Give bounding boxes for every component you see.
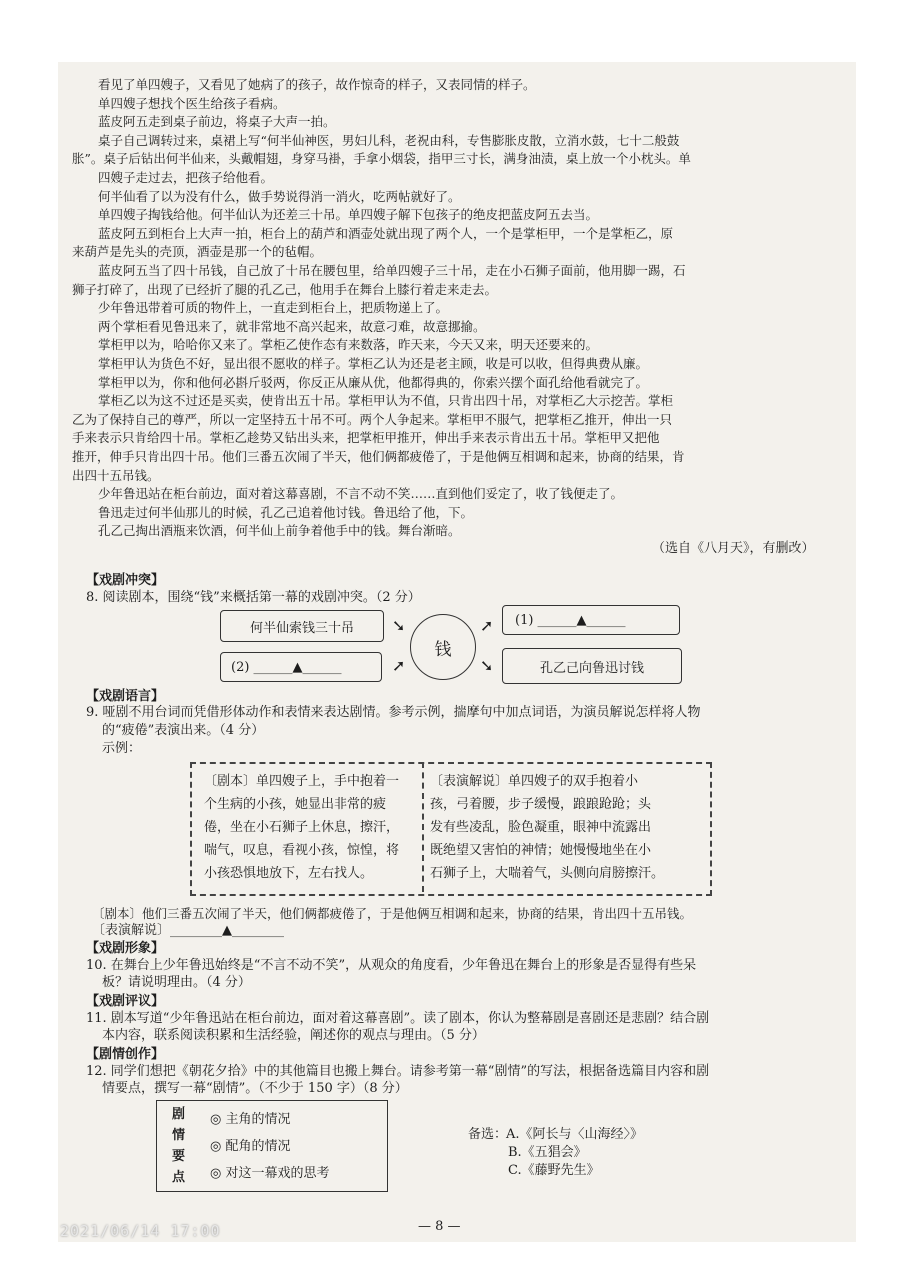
question-9-line-1: 9. 哑剧不用台词而凭借形体动作和表情来表达剧情。参考示例，揣摩句中加点词语，为演员解说怎样将人物 xyxy=(86,705,701,720)
photo-timestamp: 2021/06/14 17:00 xyxy=(60,1222,221,1240)
section-tag-creation: 【剧情创作】 xyxy=(86,1047,165,1062)
title-char: 剧 xyxy=(172,1107,186,1122)
passage-line: 掌柜甲认为货色不好，显出很不愿收的样子。掌柜乙认为还是老主顾，收是可以收，但得典费从廉。 xyxy=(98,356,649,371)
arrow-right-icon: ➚ xyxy=(392,656,406,675)
section-tag-review: 【戏剧评议】 xyxy=(86,994,165,1009)
passage-line: 少年鲁迅带着可质的物件上，一直走到柜台上，把质物递上了。 xyxy=(98,300,449,316)
plot-points-title xyxy=(172,1104,185,1188)
question-12-line-2: 情要点，撰写一幕“剧情”。（不少于 150 字）（8 分） xyxy=(102,1081,408,1096)
example-script xyxy=(204,770,399,885)
passage-line: 蓝皮阿五走到桌子前边，将桌子大声一拍。 xyxy=(98,114,336,130)
passage-line: 蓝皮阿五当了四十吊钱，自己放了十吊在腰包里，给单四嫂子三十吊，走在小石狮子面前，他用脚一踢，石 xyxy=(98,263,686,278)
passage-line: 手来表示只肯给四十吊。掌柜乙趁势又钻出头来，把掌柜甲推开，伸出手来表示肯出五十吊。掌柜甲又把他 xyxy=(72,430,660,446)
title-char: 点 xyxy=(172,1170,186,1185)
example-explanation xyxy=(430,770,664,885)
plot-point-label: 对这一幕戏的思考 xyxy=(225,1166,330,1181)
title-char: 情 xyxy=(172,1128,186,1143)
question-10-line-2: 板？请说明理由。（4 分） xyxy=(102,975,251,990)
passage-line: 出四十五吊钱。 xyxy=(72,467,160,483)
money-circle: 钱 xyxy=(410,614,476,680)
plot-point xyxy=(210,1160,330,1187)
conflict-box-answer-2: (2) ______▲______ xyxy=(220,652,382,682)
arrow-left-icon: ➚ xyxy=(480,616,494,635)
bullet-circle-icon: ◎ xyxy=(210,1139,226,1154)
passage-line: 桌子自己调转过来，桌裙上写“何半仙神医，男妇儿科，老祝由科，专售膨胀皮散，立消水鼓，七十二般鼓 xyxy=(98,132,680,148)
passage-line: 看见了单四嫂子，又看见了她病了的孩子，故作惊奇的样子，又表同情的样子。 xyxy=(98,77,536,92)
text-line: 〔剧本〕单四嫂子上，手中抱着一 xyxy=(204,774,400,789)
passage-line: 蓝皮阿五到柜台上大声一拍，柜台上的葫芦和酒壶处就出现了两个人，一个是掌柜甲，一个是掌柜乙，原 xyxy=(98,225,674,241)
text-line: 既绝望又害怕的神情；她慢慢地坐在小 xyxy=(430,843,652,858)
section-tag-conflict: 【戏剧冲突】 xyxy=(86,573,165,588)
title-char: 要 xyxy=(172,1149,186,1164)
question-10-line-1: 10. 在舞台上少年鲁迅始终是“不言不动不笑”，从观众的角度看，少年鲁迅在舞台上的形象是否显得有些呆 xyxy=(86,958,697,973)
text-line: 孩，弓着腰，步子缓慢，踉踉跄跄；头 xyxy=(430,797,652,812)
passage-line: 单四嫂子掏钱给他。何半仙认为还差三十吊。单四嫂子解下包孩子的绝皮把蓝皮阿五去当。 xyxy=(98,207,599,223)
example-divider xyxy=(422,762,424,892)
passage-line: 乙为了保持自己的尊严，所以一定坚持五十吊不可。两个人争起来。掌柜甲不服气，把掌柜乙推开，伸出一只 xyxy=(72,411,673,427)
text-line: 个生病的小孩，她显出非常的疲 xyxy=(204,797,387,812)
passage-line: 两个掌柜看见鲁迅来了，就非常地不高兴起来，故意刁难，故意挪揄。 xyxy=(98,318,486,334)
source-note: （选自《八月天》，有删改） xyxy=(652,541,815,556)
option-item: A.《阿长与〈山海经〉》 xyxy=(506,1127,644,1142)
passage-line: 来葫芦是先头的壳顶，酒壶是那一个的毡帽。 xyxy=(72,244,323,260)
option-item: B.《五猖会》 xyxy=(508,1145,587,1160)
bullet-circle-icon: ◎ xyxy=(210,1166,226,1181)
passage-line: 掌柜甲以为，哈哈你又来了。掌柜乙使作态有来数落，昨天来，今天又来，明天还要来的。 xyxy=(98,337,599,353)
plot-point xyxy=(210,1106,330,1133)
text-line: 〔表演解说〕单四嫂子的双手抱着小 xyxy=(430,774,639,789)
options-label: 备选： xyxy=(468,1127,508,1142)
option-item: C.《藤野先生》 xyxy=(508,1163,600,1178)
question-9-script: 〔剧本〕他们三番五次闹了半天，他们俩都疲倦了，于是他俩互相调和起来，协商的结果，肯出四十五吊钱。 xyxy=(92,906,693,921)
passage-line: 单四嫂子想找个医生给孩子看病。 xyxy=(98,95,286,111)
passage-line: 少年鲁迅站在柜台前边，面对着这幕喜剧，不言不动不笑……直到他们妥定了，收了钱便走了。 xyxy=(98,486,624,502)
question-12-line-1: 12. 同学们想把《朝花夕拾》中的其他篇目也搬上舞台。请参考第一幕“剧情”的写法，根据备选篇目内容和剧 xyxy=(86,1064,710,1079)
arrow-right-icon: ➘ xyxy=(392,616,406,635)
question-11-line-2: 本内容，联系阅读积累和生活经验，阐述你的观点与理由。（5 分） xyxy=(102,1028,485,1043)
passage-line: 推开，伸手只肯出四十吊。他们三番五次闹了半天，他们俩都疲倦了，于是他俩互相调和起来，协商的结果，肯 xyxy=(72,449,685,464)
plot-point-label: 配角的情况 xyxy=(225,1139,291,1154)
section-tag-image: 【戏剧形象】 xyxy=(86,941,165,956)
arrow-left-icon: ➘ xyxy=(480,656,494,675)
plot-point-label: 主角的情况 xyxy=(225,1112,291,1127)
plot-points-list xyxy=(210,1106,330,1187)
plot-point xyxy=(210,1133,330,1160)
conflict-box-1: 何半仙索钱三十吊 xyxy=(220,610,384,642)
passage-line: 孔乙己掏出酒瓶来饮酒，何半仙上前争着他手中的钱。舞台渐暗。 xyxy=(98,523,461,539)
text-line: 发有些凌乱，脸色凝重，眼神中流露出 xyxy=(430,820,652,835)
passage-line: 狮子打碎了，出现了已经折了腿的孔乙己，他用手在舞台上膝行着走来走去。 xyxy=(72,281,498,297)
conflict-box-answer-1: (1) ______▲______ xyxy=(502,605,680,635)
passage-line: 鲁迅走过何半仙那儿的时候，孔乙己追着他讨钱。鲁迅给了他，下。 xyxy=(98,504,474,520)
question-9-line-2: 的“疲倦”表演出来。（4 分） xyxy=(102,723,265,738)
passage-line: 四嫂子走过去，把孩子给他看。 xyxy=(98,170,274,185)
options-list xyxy=(506,1126,643,1180)
text-line: 倦，坐在小石狮子上休息，擦汗， xyxy=(204,820,400,835)
passage-line: 胀”。桌子后钻出何半仙来，头戴帽翅，身穿马褂，手拿小烟袋，指甲三寸长，满身油渍，桌上放一个小枕头。单 xyxy=(72,151,691,167)
question-9-answer: 〔表演解说〕________▲________ xyxy=(92,923,284,938)
conflict-box-4: 孔乙己向鲁迅讨钱 xyxy=(502,648,682,684)
text-line: 喘气，叹息，看视小孩，惊惶，将 xyxy=(204,843,400,858)
exam-page xyxy=(58,62,856,1242)
section-tag-language: 【戏剧语言】 xyxy=(86,689,165,704)
passage-line: 掌柜甲以为，你和他何必斟斤驳两，你反正从廉从优，他都得典的，你索兴摆个面孔给他看就完了。 xyxy=(98,374,649,390)
passage-line: 掌柜乙以为这不过还是买卖，使肯出五十吊。掌柜甲认为不值，只肯出四十吊，对掌柜乙大示挖苦。掌柜 xyxy=(98,393,674,409)
bullet-circle-icon: ◎ xyxy=(210,1112,226,1127)
text-line: 小孩恐惧地放下，左右找人。 xyxy=(204,866,374,881)
example-label: 示例： xyxy=(102,741,142,756)
question-11-line-1: 11. 剧本写道“少年鲁迅站在柜台前边，面对着这幕喜剧”。读了剧本，你认为整幕剧是喜剧还是悲剧？结合剧 xyxy=(86,1011,710,1026)
passage-line: 何半仙看了以为没有什么，做手势说得消一消火，吃两帖就好了。 xyxy=(98,188,461,204)
question-8: 8. 阅读剧本，围绕“钱”来概括第一幕的戏剧冲突。（2 分） xyxy=(86,590,421,605)
page-number: — 8 — xyxy=(418,1219,461,1234)
text-line: 石狮子上，大喘着气，头侧向肩膀擦汗。 xyxy=(430,866,665,881)
